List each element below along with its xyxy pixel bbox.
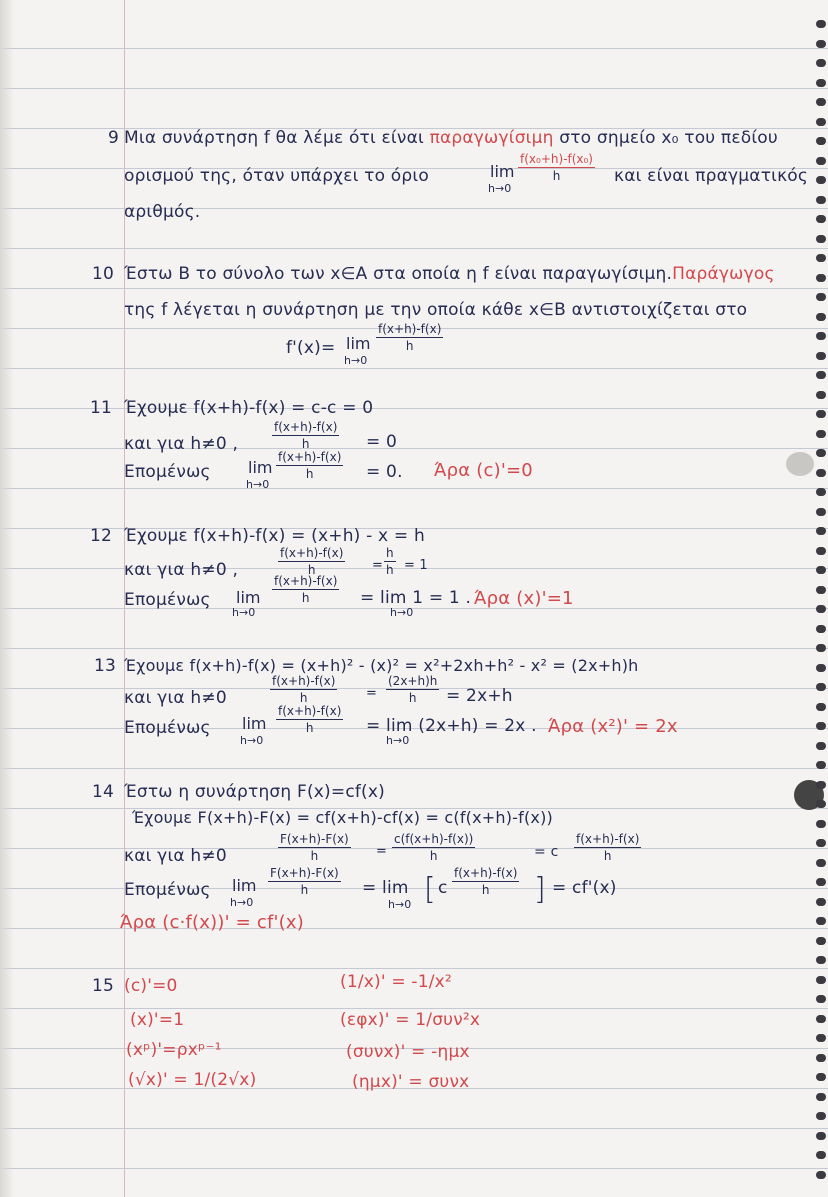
formula-identity: (x)'=1 <box>130 1010 185 1030</box>
limit-symbol: lim <box>490 162 515 181</box>
derivative-fraction: $\frac{\text{f(x₀+h)-f(x₀)}}{h}$ <box>520 152 593 183</box>
spiral-ring <box>816 430 826 438</box>
spiral-ring <box>816 157 826 165</box>
item-9-number: 9 <box>108 128 120 148</box>
spiral-ring <box>816 313 826 321</box>
item-13-number: 13 <box>94 656 117 676</box>
limit-subscript: h→0 <box>344 354 368 367</box>
item-11-result: Άρα (c)'=0 <box>434 460 533 481</box>
spiral-ring <box>816 1054 826 1062</box>
item-14-line-3a: και για h≠0 <box>124 846 227 866</box>
item-14-line-4c: = cf'(x) <box>552 878 617 898</box>
formula-power: (xᵖ)'=ρxᵖ⁻¹ <box>126 1040 222 1060</box>
difference-quotient: $\frac{f(x+h)-f(x)}{h}$ <box>278 450 342 481</box>
spiral-ring <box>816 176 826 184</box>
limit-subscript: h→0 <box>246 478 270 491</box>
spiral-ring <box>816 878 826 886</box>
limit-subscript: h→0 <box>386 734 410 747</box>
page-edge-shadow <box>0 0 14 1197</box>
item-15-number: 15 <box>92 976 115 996</box>
item-14-result: Άρα (c·f(x))' = cf'(x) <box>120 912 304 933</box>
item-13-line-2b: = 2x+h <box>446 686 513 706</box>
item-12-result: Άρα (x)'=1 <box>474 588 574 609</box>
equals-sign: = <box>376 844 388 859</box>
item-13-line-3a: Επομένως <box>124 718 211 738</box>
difference-quotient: $\frac{f(x+h)-f(x)}{h}$ <box>272 674 336 705</box>
formula-sine: (ημx)' = συνx <box>352 1072 470 1092</box>
spiral-ring <box>816 800 826 808</box>
spiral-ring <box>816 1132 826 1140</box>
factored-fraction: $\frac{(2x+h)h}{h}$ <box>388 674 438 705</box>
formula-sqrt: (√x)' = 1/(2√x) <box>128 1070 257 1090</box>
limit-subscript: h→0 <box>388 898 412 911</box>
spiral-ring <box>816 98 826 106</box>
formula-tangent: (εφx)' = 1/συν²x <box>340 1010 481 1030</box>
difference-quotient: $\frac{f(x+h)-f(x)}{h}$ <box>278 704 342 735</box>
limit-symbol: lim <box>232 876 257 895</box>
item-12-line-3b: = lim 1 = 1 . <box>360 588 472 608</box>
limit-subscript: h→0 <box>488 182 512 195</box>
item-12-line-2a: και για h≠0 , <box>124 560 239 580</box>
formula-constant: (c)'=0 <box>124 976 178 996</box>
scaled-quotient: $\frac{c(f(x+h)-f(x))}{h}$ <box>394 832 474 863</box>
difference-quotient: $\frac{f(x+h)-f(x)}{h}$ <box>454 866 518 897</box>
highlight-term: Παράγωγος <box>672 264 775 284</box>
item-13-result: Άρα (x²)' = 2x <box>548 716 678 737</box>
item-12-line-1: Έχουμε f(x+h)-f(x) = (x+h) - x = h <box>124 526 425 546</box>
spiral-ring <box>816 352 826 360</box>
item-14-number: 14 <box>92 782 115 802</box>
spiral-ring <box>816 605 826 613</box>
spiral-ring <box>816 79 826 87</box>
spiral-ring <box>816 761 826 769</box>
spiral-ring <box>816 469 826 477</box>
item-9-line-2b: και είναι πραγματικός <box>614 166 809 186</box>
spiral-ring <box>816 839 826 847</box>
difference-quotient: $\frac{f(x+h)-f(x)}{h}$ <box>274 574 338 605</box>
limit-symbol: lim <box>248 458 273 477</box>
item-11-line-3a: Επομένως <box>124 462 211 482</box>
spiral-ring <box>816 937 826 945</box>
item-11-number: 11 <box>90 398 113 418</box>
spiral-ring <box>816 1112 826 1120</box>
derivative-fraction: $\frac{f(x+h)-f(x)}{h}$ <box>378 322 442 353</box>
limit-symbol: lim <box>236 588 261 607</box>
spiral-ring <box>816 1151 826 1159</box>
spiral-ring <box>816 215 826 223</box>
item-14-line-1: Έστω η συνάρτηση F(x)=cf(x) <box>124 782 385 802</box>
difference-quotient: $\frac{F(x+h)-F(x)}{h}$ <box>270 866 339 897</box>
f-prime-label: f'(x)= <box>286 338 336 358</box>
highlight-term: παραγωγίσιμη <box>429 128 554 148</box>
equals-sign: = <box>366 686 378 701</box>
difference-quotient: $\frac{f(x+h)-f(x)}{h}$ <box>274 420 338 451</box>
spiral-ring <box>816 488 826 496</box>
spiral-ring <box>816 274 826 282</box>
spiral-ring <box>816 566 826 574</box>
limit-symbol: lim <box>242 714 267 733</box>
spiral-ring <box>816 59 826 67</box>
spiral-ring <box>816 859 826 867</box>
spiral-ring <box>816 1073 826 1081</box>
item-9-line-2a: ορισμού της, όταν υπάρχει το όριο <box>124 166 429 186</box>
item-10-line-1: Έστω B το σύνολο των x∈A στα οποία η f είναι παραγωγίσιμη.Παράγωγος <box>124 264 775 284</box>
spiral-ring <box>816 196 826 204</box>
spiral-ring <box>816 917 826 925</box>
item-9-line-1: Μια συνάρτηση f θα λέμε ότι είναι παραγωγίσιμη στο σημείο x₀ του πεδίου <box>124 128 778 148</box>
spiral-ring <box>816 683 826 691</box>
item-12-line-3a: Επομένως <box>124 590 211 610</box>
limit-symbol: lim <box>346 334 371 353</box>
spiral-ring <box>816 449 826 457</box>
limit-subscript: h→0 <box>390 606 414 619</box>
spiral-ring <box>816 742 826 750</box>
item-13-line-2a: και για h≠0 <box>124 688 227 708</box>
bracket-constant: c <box>438 878 448 898</box>
spiral-ring <box>816 664 826 672</box>
limit-subscript: h→0 <box>230 896 254 909</box>
spiral-ring <box>816 898 826 906</box>
spiral-ring <box>816 293 826 301</box>
spiral-ring <box>816 956 826 964</box>
spiral-ring <box>816 410 826 418</box>
spiral-ring <box>816 722 826 730</box>
spiral-binding <box>810 0 826 1197</box>
spiral-ring <box>816 235 826 243</box>
spiral-ring <box>816 20 826 28</box>
spiral-ring <box>816 995 826 1003</box>
item-12-number: 12 <box>90 526 113 546</box>
item-14-line-4b: = lim <box>362 878 409 898</box>
item-9-line-3: αριθμός. <box>124 202 201 222</box>
spiral-ring <box>816 137 826 145</box>
item-13-line-1: Έχουμε f(x+h)-f(x) = (x+h)² - (x)² = x²+2xh+h² - x² = (2x+h)h <box>124 656 639 675</box>
item-14-line-4a: Επομένως <box>124 880 211 900</box>
item-14-line-2: Έχουμε F(x+h)-F(x) = cf(x+h)-cf(x) = c(f(x+h)-f(x)) <box>132 808 553 827</box>
formula-reciprocal: (1/x)' = -1/x² <box>340 972 452 992</box>
spiral-ring <box>816 976 826 984</box>
difference-quotient: $\frac{F(x+h)-F(x)}{h}$ <box>280 832 349 863</box>
formula-cosine: (συνx)' = -ημx <box>346 1042 470 1062</box>
spiral-ring <box>816 781 826 789</box>
spiral-ring <box>816 625 826 633</box>
item-14-eq-c: = c <box>534 844 559 860</box>
spiral-ring <box>816 371 826 379</box>
item-13-line-3b: = lim (2x+h) = 2x . <box>366 716 537 736</box>
spiral-ring <box>816 820 826 828</box>
item-11-line-3b: = 0. <box>366 462 403 482</box>
spiral-ring <box>816 547 826 555</box>
spiral-ring <box>816 508 826 516</box>
spiral-ring <box>816 703 826 711</box>
item-10-line-2: της f λέγεται η συνάρτηση με την οποία κάθε x∈B αντιστοιχίζεται στο <box>124 300 748 320</box>
left-bracket: [ <box>424 872 436 907</box>
spiral-ring <box>816 1093 826 1101</box>
limit-subscript: h→0 <box>232 606 256 619</box>
spiral-ring <box>816 527 826 535</box>
item-11-line-2a: και για h≠0 , <box>124 434 239 454</box>
spiral-ring <box>816 118 826 126</box>
spiral-ring <box>816 1034 826 1042</box>
spiral-ring <box>816 586 826 594</box>
spiral-ring <box>816 40 826 48</box>
spiral-ring <box>816 332 826 340</box>
equals-sign: = <box>372 558 384 573</box>
spiral-ring <box>816 1015 826 1023</box>
difference-quotient: $\frac{f(x+h)-f(x)}{h}$ <box>576 832 640 863</box>
item-11-line-2b: = 0 <box>366 432 398 452</box>
spiral-ring <box>816 644 826 652</box>
difference-quotient: $\frac{f(x+h)-f(x)}{h}$ <box>280 546 344 577</box>
item-10-number: 10 <box>92 264 115 284</box>
h-over-h-fraction: $\frac{h}{h}$ <box>386 546 394 577</box>
right-bracket: ] <box>534 872 546 907</box>
item-11-line-1: Έχουμε f(x+h)-f(x) = c-c = 0 <box>124 398 374 418</box>
limit-subscript: h→0 <box>240 734 264 747</box>
spiral-ring <box>816 1171 826 1179</box>
spiral-ring <box>816 391 826 399</box>
spiral-ring <box>816 254 826 262</box>
item-12-line-2b: = 1 <box>404 558 428 573</box>
